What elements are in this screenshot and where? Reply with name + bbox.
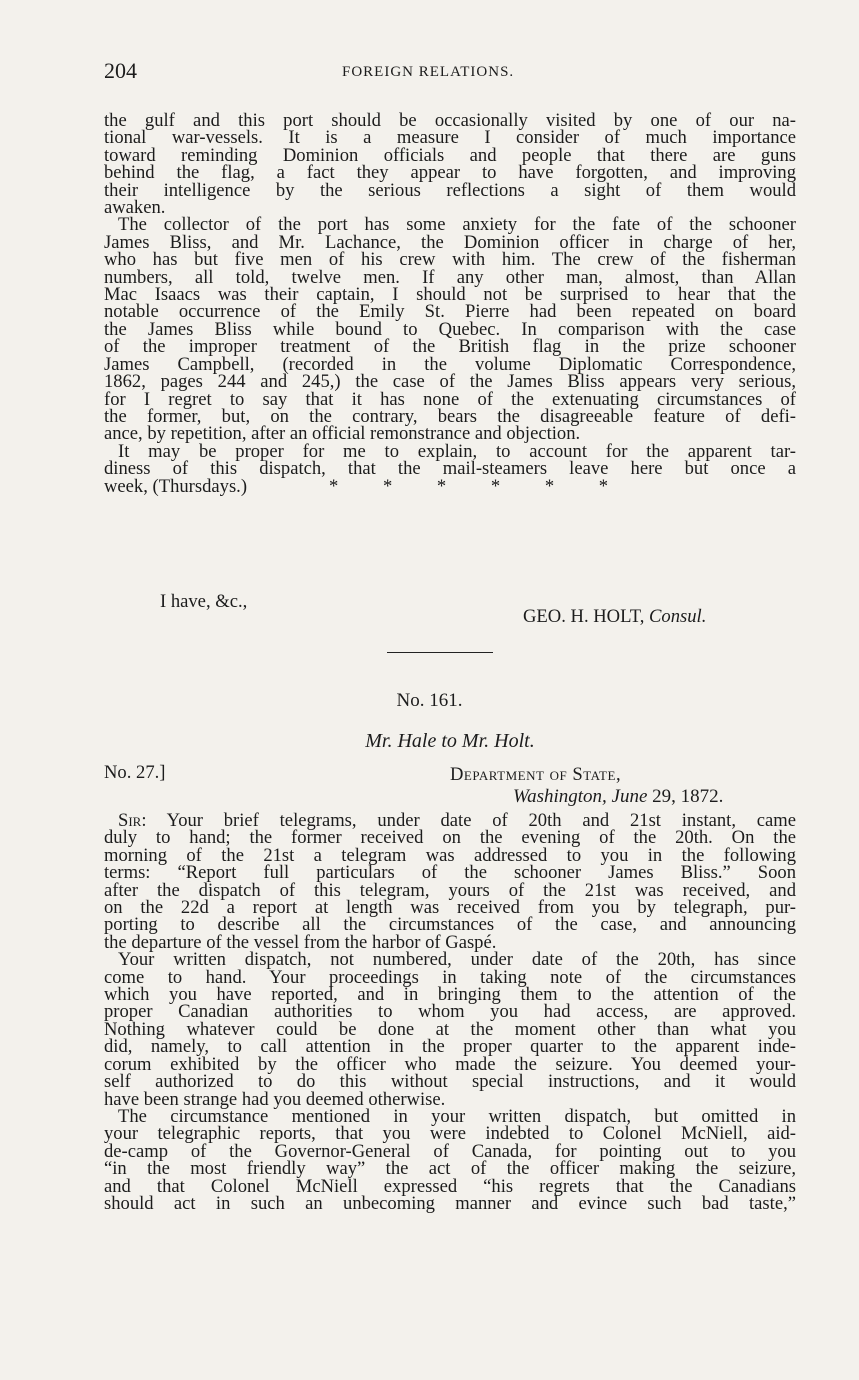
text-line: corum exhibited by the officer who made the seizure. You deemed your-: [104, 1053, 796, 1075]
text-line-fragment: week, (Thursdays.): [104, 475, 248, 497]
text-line: did, namely, to call attention in the proper quarter to the apparent inde-: [104, 1036, 796, 1058]
text-line: The collector of the port has some anxiety for the fate of the schooner: [118, 214, 796, 236]
document-number: No. 161.: [396, 690, 463, 711]
running-head: FOREIGN RELATIONS.: [342, 64, 515, 80]
signature-name: GEO. H. HOLT,: [523, 606, 645, 627]
text-line: come to hand. Your proceedings in taking note of the circumstances: [104, 966, 796, 988]
dateline: [513, 786, 723, 808]
letter2-paragraph-3: [104, 1105, 796, 1214]
text-line: of the improper treatment of the British flag in the prize schooner: [104, 336, 796, 358]
text-line: self authorized to do this without special instructions, and it would: [104, 1071, 796, 1093]
text-line: toward reminding Dominion officials and people that there are guns: [104, 144, 796, 166]
text-line: the James Bliss while bound to Quebec. In comparison with the case: [104, 318, 796, 340]
text-line: Nothing whatever could be done at the moment other than what you: [104, 1018, 796, 1040]
salutation: Sir:: [118, 810, 147, 831]
text-line: have been strange had you deemed otherwise.: [104, 1088, 446, 1110]
text-line: Your written dispatch, not numbered, under date of the 20th, has since: [118, 949, 796, 971]
text-line: awaken.: [104, 197, 166, 219]
letter2-paragraph-1: [104, 812, 796, 951]
text-line: should act in such an unbecoming manner and evince such bad taste,”: [104, 1192, 796, 1214]
text-line: the gulf and this port should be occasionally visited by one of our na-: [104, 110, 796, 131]
omission-stars: * * * * * *: [329, 475, 609, 497]
text-line: James Campbell, (recorded in the volume Diplomatic Correspondence,: [104, 353, 796, 375]
text-line: James Bliss, and Mr. Lachance, the Dominion officer in charge of her,: [104, 231, 796, 253]
text-line: and that Colonel McNiell expressed “his regrets that the Canadians: [104, 1175, 796, 1197]
text-line: ance, by repetition, after an official remonstrance and objection.: [104, 423, 581, 445]
signature-title: Consul.: [649, 606, 707, 627]
letter1-closing: I have, &c.,: [160, 591, 248, 612]
text-line: terms: “Report full particulars of the schooner James Bliss.” Soon: [104, 862, 796, 884]
text-line: proper Canadian authorities to whom you had access, are approved.: [104, 1001, 796, 1023]
text-line: The circumstance mentioned in your written dispatch, but omitted in: [118, 1105, 796, 1127]
letter1-body: [104, 112, 796, 495]
dateline-place: Washington, June: [513, 786, 648, 807]
sender-department: Department of State,: [450, 764, 622, 785]
letter1-signature: [523, 606, 706, 628]
dateline-date: 29, 1872.: [652, 786, 724, 807]
text-line: porting to describe all the circumstances of the case, and announcing: [104, 914, 796, 936]
text-line: Mac Isaacs was their captain, I should not be surprised to hear that the: [104, 284, 796, 306]
text-line: 1862, pages 244 and 245,) the case of the James Bliss appears very serious,: [104, 371, 796, 393]
text-line-fragment: Your brief telegrams, under date of 20th and 21st instant, came: [166, 810, 796, 831]
text-line: de-camp of the Governor-General of Canada, for pointing out to you: [104, 1140, 796, 1162]
text-line: It may be proper for me to explain, to account for the apparent tar-: [118, 440, 796, 462]
letter1-paragraph-3: [104, 440, 796, 497]
page-header: [104, 58, 797, 88]
section-divider: [387, 652, 493, 653]
text-line: after the dispatch of this telegram, yours of the 21st was received, and: [104, 879, 796, 901]
page-number: 204: [104, 58, 137, 83]
text-line: diness of this dispatch, that the mail-steamers leave here but once a: [104, 458, 796, 480]
text-line: “in the most friendly way” the act of the officer making the seizure,: [104, 1158, 796, 1180]
text-line: their intelligence by the serious reflections a sight of them would: [104, 179, 796, 201]
document-title: Mr. Hale to Mr. Holt.: [365, 730, 535, 752]
text-line: tional war-vessels. It is a measure I consider of much importance: [104, 127, 796, 149]
dispatch-reference: No. 27.]: [104, 762, 166, 783]
text-line: behind the flag, a fact they appear to have forgotten, and improving: [104, 162, 796, 184]
text-line: who has but five men of his crew with him. The crew of the fisherman: [104, 249, 796, 271]
text-line: numbers, all told, twelve men. If any other man, almost, than Allan: [104, 266, 796, 288]
text-line: the former, but, on the contrary, bears the disagreeable feature of defi-: [104, 405, 796, 427]
letter2-paragraph-2: [104, 951, 796, 1108]
text-line: for I regret to say that it has none of the extenuating circumstances of: [104, 388, 796, 410]
text-line: your telegraphic reports, that you were indebted to Colonel McNiell, aid-: [104, 1123, 796, 1145]
text-line: notable occurrence of the Emily St. Pierre had been repeated on board: [104, 301, 796, 323]
letter1-paragraph-2: [104, 214, 796, 445]
text-line: on the 22d a report at length was received from you by telegraph, pur-: [104, 897, 796, 919]
text-line: duly to hand; the former received on the evening of the 20th. On the: [104, 827, 796, 849]
text-line: which you have reported, and in bringing them to the attention of the: [104, 984, 796, 1006]
letter1-paragraph-1: [104, 110, 796, 219]
text-line: the departure of the vessel from the harbor of Gaspé.: [104, 931, 497, 953]
text-line: morning of the 21st a telegram was addressed to you in the following: [104, 844, 796, 866]
text-line: [104, 475, 796, 497]
letter2-body: [104, 812, 796, 1212]
